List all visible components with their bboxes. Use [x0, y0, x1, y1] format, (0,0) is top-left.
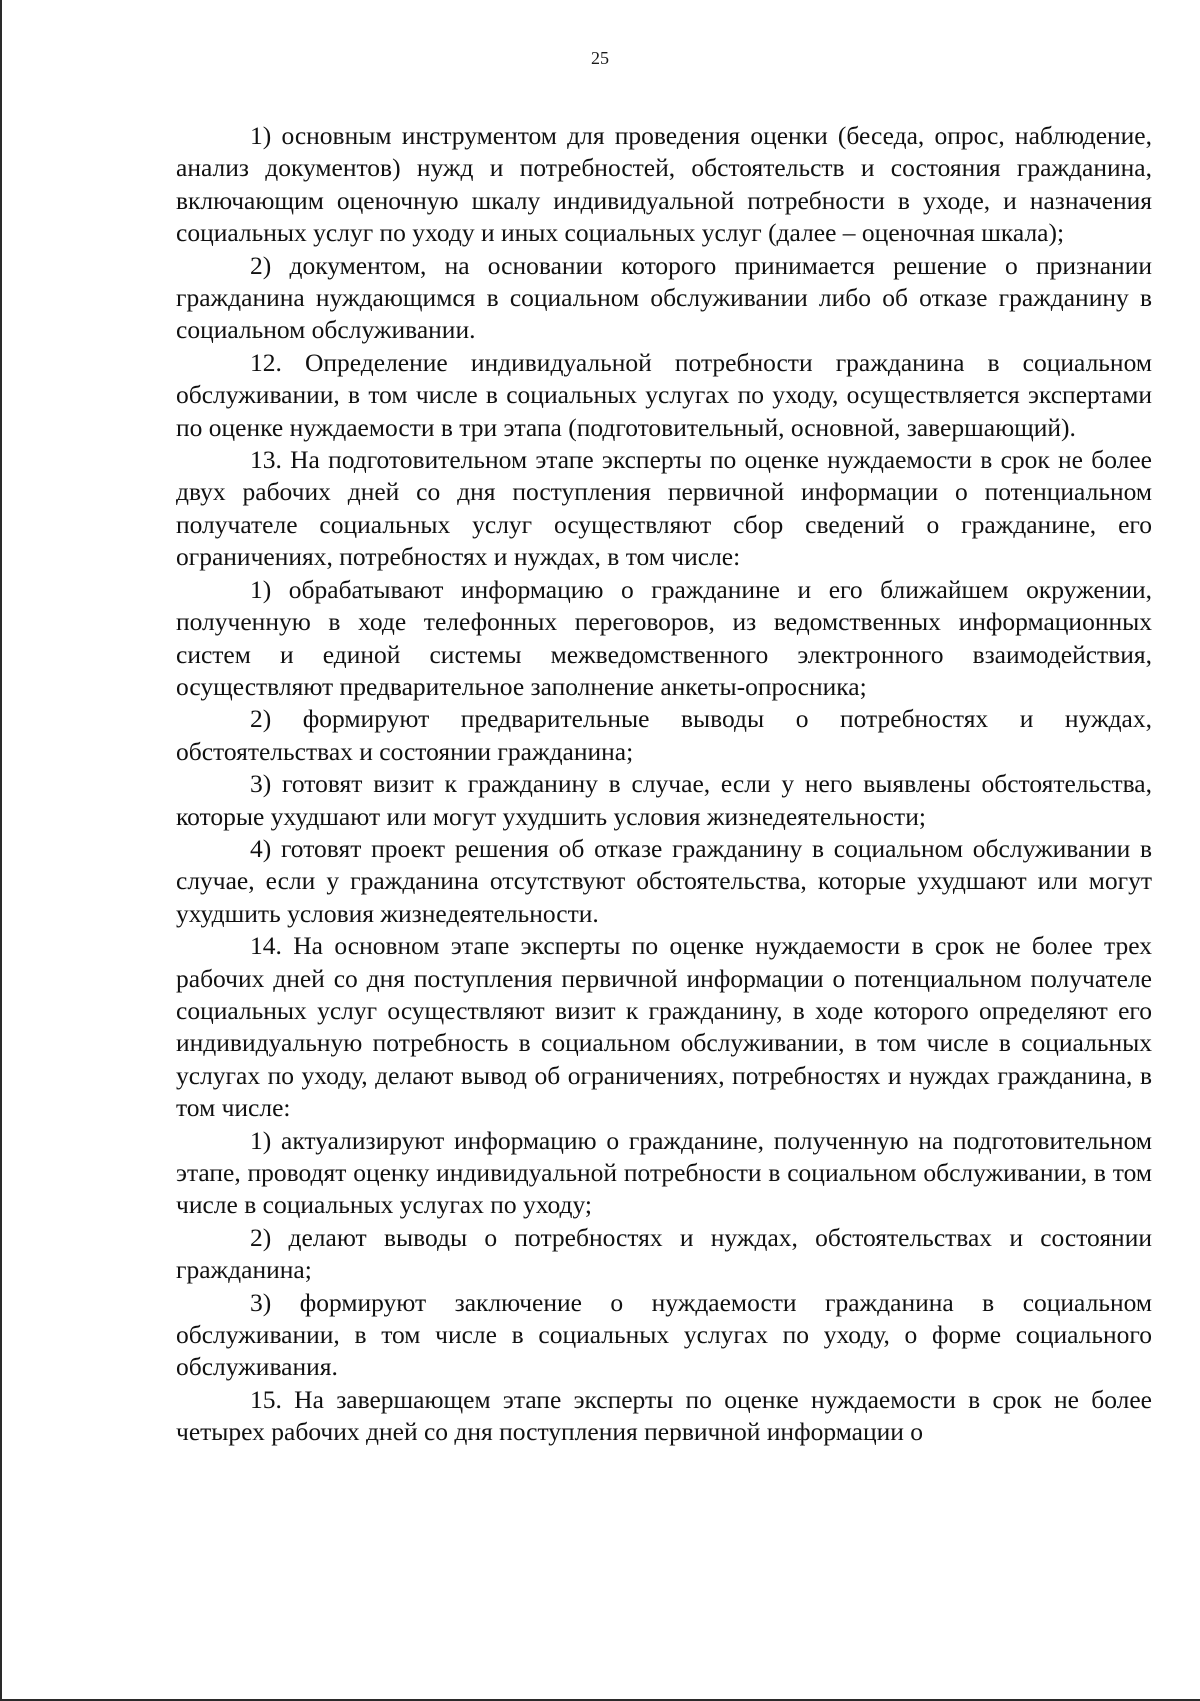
paragraph-item-15: 15. На завершающем этапе эксперты по оценке нуждаемости в срок не более четырех рабочих дней со дня поступления первичной информации о — [176, 1384, 1152, 1447]
paragraph-13-sub-4: 4) готовят проект решения об отказе гражданину в социальном обслуживании в случае, если у гражданина отсутствуют обстоятельства, которые ухудшают или могут ухудшить условия жизнедеятельности. — [176, 833, 1152, 928]
paragraph-2-document: 2) документом, на основании которого принимается решение о признании гражданина нуждающимся в социальном обслуживании либо об отказе гражданину в социальном обслуживании. — [176, 250, 1152, 345]
paragraph-14-sub-2: 2) делают выводы о потребностях и нуждах, обстоятельствах и состоянии гражданина; — [176, 1222, 1152, 1285]
paragraph-item-14: 14. На основном этапе эксперты по оценке нуждаемости в срок не более трех рабочих дней со дня поступления первичной информации о потенциальном получателе социальных услуг осуществляют визит к гражданину, в ходе которого определяют его индивидуальную потребность в социальном обслуживании, в том числе в социальных услугах по уходу, делают вывод об ограничениях, потребностях и нуждах гражданина, в том числе: — [176, 931, 1152, 1123]
paragraph-1-instrument: 1) основным инструментом для проведения оценки (беседа, опрос, наблюдение, анализ документов) нужд и потребностей, обстоятельств и состояния гражданина, включающим оценочную шкалу индивидуальной потребности в уходе, и назначения социальных услуг по уходу и иных социальных услуг (далее – оценочная шкала); — [176, 121, 1152, 248]
paragraph-13-sub-3: 3) готовят визит к гражданину в случае, если у него выявлены обстоятельства, которые ухудшают или могут ухудшить условия жизнедеятельности; — [176, 769, 1152, 831]
paragraph-14-sub-1: 1) актуализируют информацию о гражданине, полученную на подготовительном этапе, проводят оценку индивидуальной потребности в социальном обслуживании, в том числе в социальных услугах по уходу; — [176, 1125, 1152, 1220]
paragraph-13-sub-2: 2) формируют предварительные выводы о потребностях и нуждах, обстоятельствах и состоянии гражданина; — [176, 704, 1152, 766]
paragraph-item-12: 12. Определение индивидуальной потребности гражданина в социальном обслуживании, в том числе в социальных услугах по уходу, осуществляется экспертами по оценке нуждаемости в три этапа (подготовительный, основной, завершающий). — [176, 347, 1152, 442]
document-body — [176, 120, 1152, 1449]
paragraph-13-sub-1: 1) обрабатывают информацию о гражданине и его ближайшем окружении, полученную в ходе телефонных переговоров, из ведомственных информационных систем и единой системы межведомственного электронного взаимодействия, осуществляют предварительное заполнение анкеты-опросника; — [176, 574, 1152, 701]
paragraph-14-sub-3: 3) формируют заключение о нуждаемости гражданина в социальном обслуживании, в том числе в социальных услугах по уходу, о форме социального обслуживания. — [176, 1287, 1152, 1382]
page-number: 25 — [591, 48, 609, 68]
paragraph-item-13: 13. На подготовительном этапе эксперты по оценке нуждаемости в срок не более двух рабочих дней со дня поступления первичной информации о потенциальном получателе социальных услуг осуществляют сбор сведений о гражданине, его ограничениях, потребностях и нуждах, в том числе: — [176, 445, 1152, 572]
